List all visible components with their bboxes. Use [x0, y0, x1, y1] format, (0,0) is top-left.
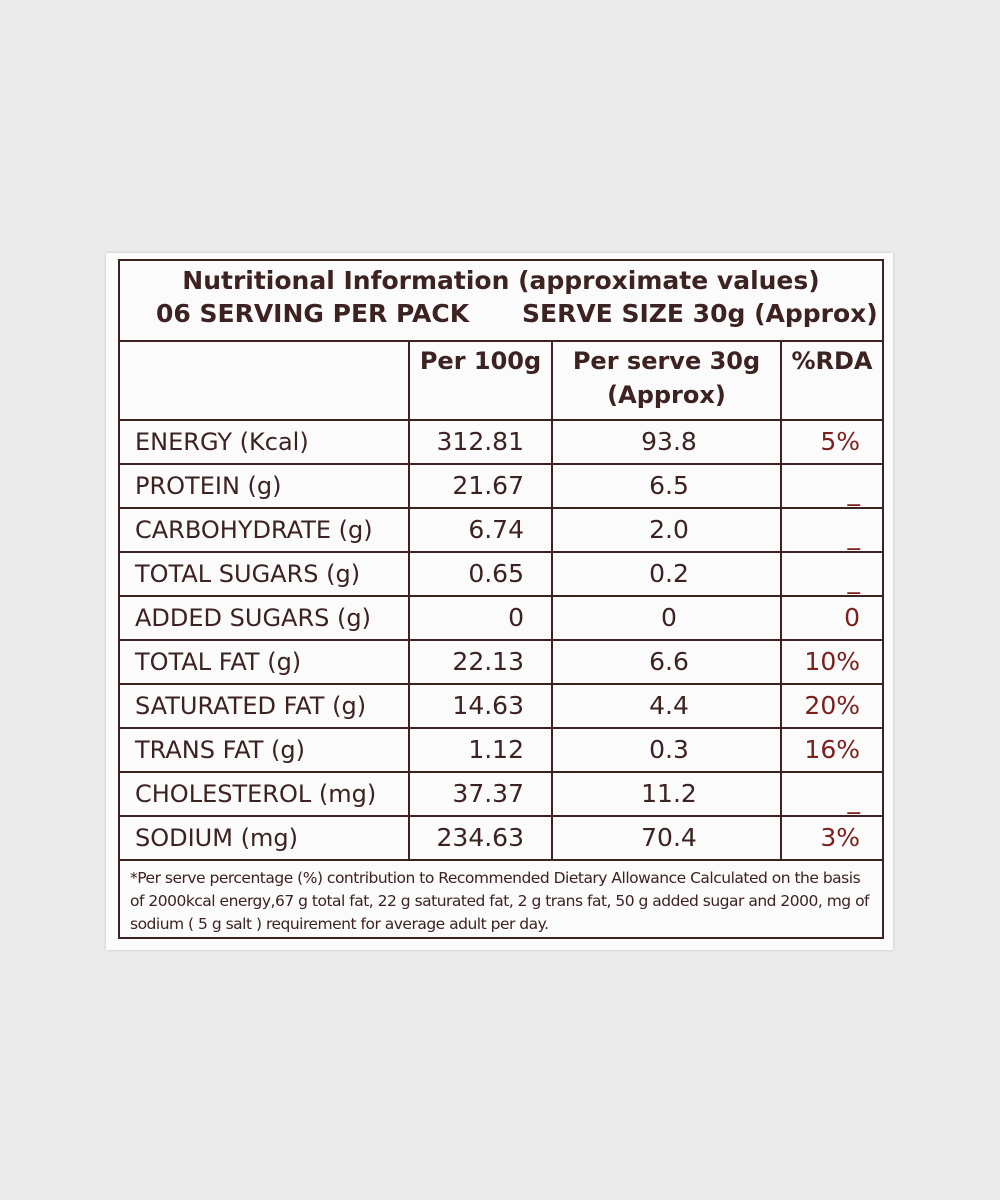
nutrient-name: ADDED SUGARS (g): [120, 596, 409, 640]
per-100g-value: 22.13: [409, 640, 552, 684]
table-row: [120, 816, 882, 860]
table-row: [120, 464, 882, 508]
nutrient-name: CHOLESTEROL (mg): [120, 772, 409, 816]
rda-value: 20%: [781, 684, 882, 728]
rda-value: _: [781, 508, 882, 552]
rda-value: 5%: [781, 420, 882, 464]
table-row: [120, 596, 882, 640]
rda-value: 10%: [781, 640, 882, 684]
per-serve-header: [552, 342, 781, 420]
table-row: [120, 684, 882, 728]
nutrient-name: ENERGY (Kcal): [120, 420, 409, 464]
table-row: [120, 420, 882, 464]
table-header-row: [120, 342, 882, 420]
nutrient-name: PROTEIN (g): [120, 464, 409, 508]
label-header: [120, 261, 882, 342]
serving-info: [120, 293, 882, 329]
rda-value: _: [781, 464, 882, 508]
per-100g-value: 0: [409, 596, 552, 640]
rda-value: _: [781, 772, 882, 816]
per-serve-value: 6.6: [552, 640, 781, 684]
per-serve-value: 70.4: [552, 816, 781, 860]
nutrition-label: [118, 259, 884, 939]
servings-per-pack: 06 SERVING PER PACK: [156, 299, 470, 328]
serve-size: SERVE SIZE 30g (Approx): [522, 299, 878, 328]
per-100g-header: Per 100g: [409, 342, 552, 420]
table-row: [120, 508, 882, 552]
rda-value: 3%: [781, 816, 882, 860]
nutrient-name: SODIUM (mg): [120, 816, 409, 860]
nutrition-table: [120, 342, 882, 861]
label-title: Nutritional Information (approximate values): [182, 266, 820, 295]
nutrient-column-header: [120, 342, 409, 420]
per-100g-value: 0.65: [409, 552, 552, 596]
per-serve-value: 0: [552, 596, 781, 640]
per-serve-value: 6.5: [552, 464, 781, 508]
per-100g-value: 21.67: [409, 464, 552, 508]
per-100g-value: 312.81: [409, 420, 552, 464]
rda-value: 0: [781, 596, 882, 640]
table-row: [120, 640, 882, 684]
rda-header: %RDA: [781, 342, 882, 420]
nutrient-name: TOTAL SUGARS (g): [120, 552, 409, 596]
per-serve-header-line2: (Approx): [607, 381, 726, 409]
table-row: [120, 728, 882, 772]
table-row: [120, 552, 882, 596]
nutrient-name: CARBOHYDRATE (g): [120, 508, 409, 552]
per-serve-value: 11.2: [552, 772, 781, 816]
per-serve-value: 0.2: [552, 552, 781, 596]
per-100g-value: 234.63: [409, 816, 552, 860]
per-100g-value: 6.74: [409, 508, 552, 552]
nutrient-name: TOTAL FAT (g): [120, 640, 409, 684]
per-100g-value: 14.63: [409, 684, 552, 728]
table-row: [120, 772, 882, 816]
rda-footnote: *Per serve percentage (%) contribution to Recommended Dietary Allowance Calculated on the basis of 2000kcal energy,67 g total fat, 22 g saturated fat, 2 g trans fat, 50 g added sugar and 2000, mg of sodium ( 5 g salt ) requirement for average adult per day.: [130, 869, 870, 933]
per-serve-value: 93.8: [552, 420, 781, 464]
per-serve-value: 0.3: [552, 728, 781, 772]
per-100g-value: 1.12: [409, 728, 552, 772]
rda-value: 16%: [781, 728, 882, 772]
nutrient-name: SATURATED FAT (g): [120, 684, 409, 728]
rda-value: _: [781, 552, 882, 596]
per-serve-header-line1: Per serve 30g: [572, 347, 761, 375]
nutrient-name: TRANS FAT (g): [120, 728, 409, 772]
per-100g-value: 37.37: [409, 772, 552, 816]
per-serve-value: 4.4: [552, 684, 781, 728]
per-serve-value: 2.0: [552, 508, 781, 552]
